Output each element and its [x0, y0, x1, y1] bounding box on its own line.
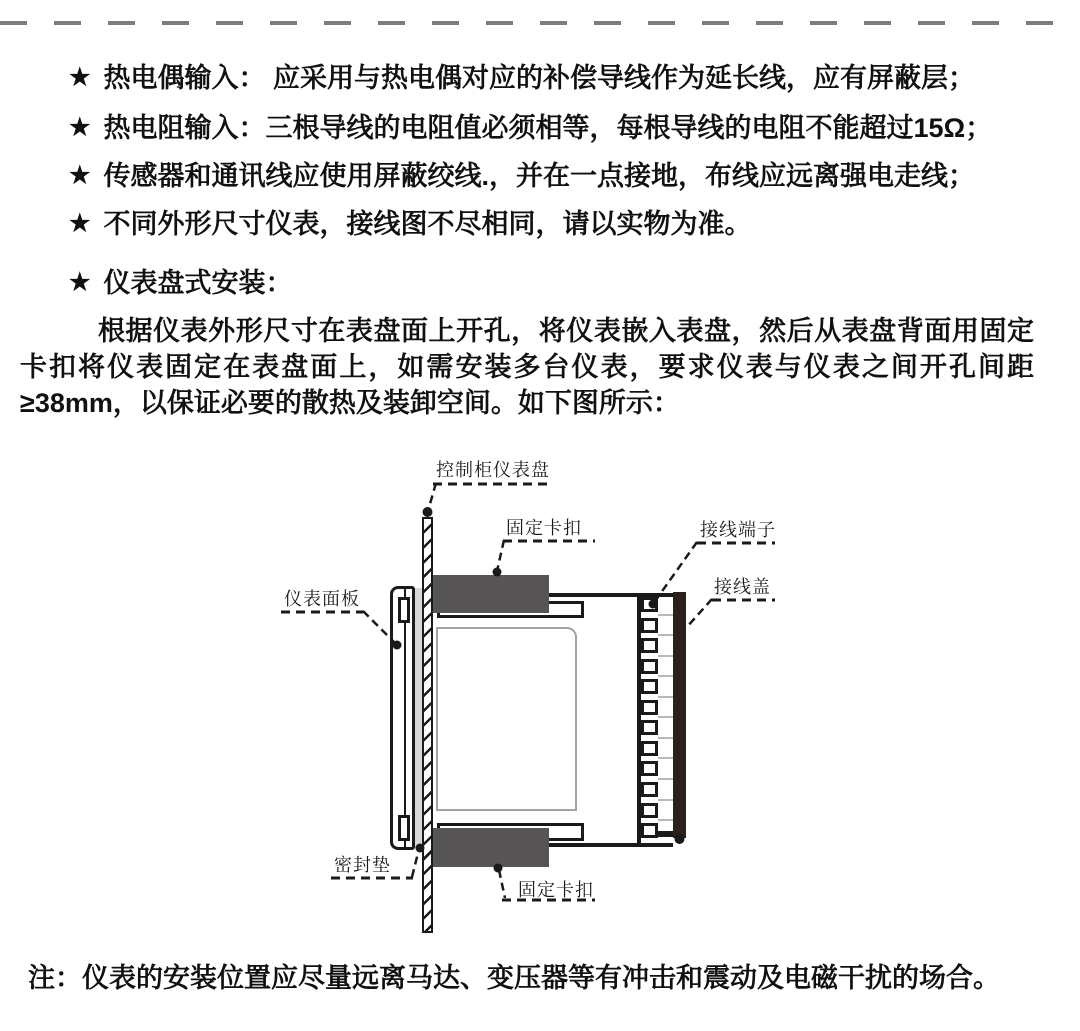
cabinet-panel-shape [422, 517, 433, 933]
terminal-divider-line [658, 614, 674, 616]
terminal-divider-line [658, 799, 674, 801]
terminal-cell [641, 618, 658, 633]
bullet-shielded-wire [69, 161, 975, 191]
terminal-cell [641, 720, 658, 735]
terminal-cell [641, 741, 658, 756]
bezel-latch-top [398, 597, 410, 623]
bezel-latch-bottom [398, 815, 410, 841]
fixing-clip-top-shape [431, 575, 549, 613]
terminal-divider-line [658, 675, 674, 677]
star-bullet-icon: ★ [69, 162, 91, 189]
instrument-body-window [436, 627, 577, 811]
star-bullet-icon: ★ [69, 64, 91, 91]
label-fixing-clip-top: 固定卡扣 [506, 518, 582, 538]
terminal-cell [641, 597, 658, 612]
label-wiring-terminal: 接线端子 [700, 520, 776, 540]
star-bullet-icon: ★ [69, 269, 91, 296]
bezel-inner-line [404, 589, 406, 847]
page-top-dashed-divider [0, 21, 1080, 25]
terminal-divider-line [658, 655, 674, 657]
bullet-panel-mounting-heading [69, 268, 293, 298]
bullet-thermocouple-input [69, 63, 975, 93]
fixing-clip-bottom-shape [431, 828, 549, 867]
bullet-text: 热电偶输入： 应采用与热电偶对应的补偿导线作为延长线，应有屏蔽层； [103, 63, 976, 93]
terminal-cell [641, 638, 658, 653]
terminal-divider-line [658, 737, 674, 739]
bullet-text: 不同外形尺寸仪表，接线图不尽相同，请以实物为准。 [103, 209, 752, 239]
label-instrument-front-panel: 仪表面板 [284, 589, 360, 609]
terminal-cell [641, 700, 658, 715]
terminal-cell [641, 761, 658, 776]
bullet-rtd-input [69, 113, 992, 143]
star-bullet-icon: ★ [69, 210, 91, 237]
star-bullet-icon: ★ [69, 114, 91, 141]
front-panel-bezel-shape [390, 586, 415, 850]
label-fixing-clip-bottom: 固定卡扣 [518, 880, 594, 900]
terminal-cell [641, 659, 658, 674]
terminal-divider-line [658, 716, 674, 718]
terminal-divider-line [658, 696, 674, 698]
label-cabinet-panel: 控制柜仪表盘 [436, 460, 550, 480]
terminal-cell [641, 823, 658, 838]
terminal-divider-line [658, 634, 674, 636]
label-wiring-cover: 接线盖 [714, 577, 771, 597]
label-sealing-gasket: 密封垫 [334, 855, 391, 875]
wiring-cover-shape [673, 592, 686, 838]
terminal-cell [641, 803, 658, 818]
bullet-text: 传感器和通讯线应使用屏蔽绞线.，并在一点接地，布线应远离强电走线； [103, 161, 976, 191]
installation-note: 注：仪表的安装位置应尽量远离马达、变压器等有冲击和震动及电磁干扰的场合。 [28, 963, 1000, 993]
bullet-text: 仪表盘式安装： [103, 268, 293, 298]
terminal-cell [641, 679, 658, 694]
installation-diagram [0, 440, 1080, 960]
terminal-divider-line [658, 819, 674, 821]
terminal-divider-line [658, 778, 674, 780]
terminal-cell [641, 782, 658, 797]
bullet-text: 热电阻输入：三根导线的电阻值必须相等，每根导线的电阻不能超过15Ω； [103, 113, 993, 143]
mounting-instructions-paragraph: 根据仪表外形尺寸在表盘面上开孔，将仪表嵌入表盘，然后从表盘背面用固定卡扣将仪表固定在表盘面上，如需安装多台仪表，要求仪表与仪表之间开孔间距≥38mm，以保证必要的散热及装卸空间。如下图所示： [20, 316, 1034, 418]
terminal-divider-line [658, 757, 674, 759]
bullet-wiring-diagram [69, 209, 752, 239]
